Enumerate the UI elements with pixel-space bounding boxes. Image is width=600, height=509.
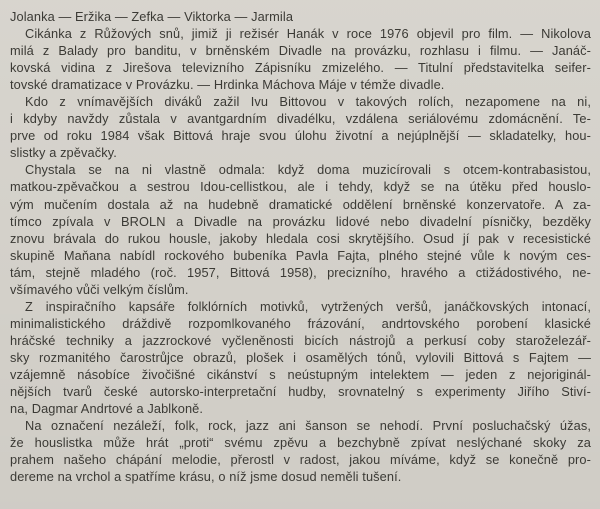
text-line: Chystala se na ni vlastně odmala: když doma muzicírovali s otcem-kontrabasistou,: [25, 162, 591, 178]
text-line: Jolanka — Eržika — Zefka — Viktorka — Jarmila: [10, 9, 294, 24]
text-line: slistky a zpěvačky.: [10, 145, 117, 161]
paragraph: [10, 417, 591, 485]
text-line: vým mučením dostala až na hudebně dramatické oddělení brněnské konzervatoře. A za-: [10, 196, 591, 212]
paragraph: [10, 93, 591, 161]
paragraph: [10, 8, 591, 25]
text-line: Na označení nezáleží, folk, rock, jazz ani šanson se nehodí. První posluchačský úžas,: [25, 418, 591, 434]
text-line: tímco zpívala v BROLN a Divadle na provázku lidové nebo divadelní písničky, bezděky: [10, 213, 591, 229]
text-line: všímavého vůči velkým číslům.: [10, 281, 189, 297]
paragraph: [10, 25, 591, 93]
text-line: tám, stejně mladého (roč. 1957, Bittová 1958), precizního, hravého a ctižádostivého, ne-: [10, 264, 591, 280]
text-line: hráčské techniky a jazzrockové vyčleněnosti bicích nástrojů a perkusí coby staroželezář-: [10, 332, 591, 348]
text-line: Cikánka z Růžových snů, jimiž ji režisér Hanák v roce 1976 objevil pro film. — Nikolova: [25, 26, 591, 42]
text-line: Kdo z vnímavějších diváků zažil Ivu Bittovou v takových rolích, nezapomene na ni,: [25, 94, 591, 110]
text-line: na, Dagmar Andrtové a Jablkoně.: [10, 401, 204, 417]
text-line: skupině Maňana nabídl rockového bubeníka Pavla Fajta, plného stejné vůle k novým ces-: [10, 247, 591, 263]
paragraph: [10, 298, 591, 417]
text-line: prahem našeho chápání melodie, přerostl v radost, jakou míváme, když se konečně pro-: [10, 452, 591, 468]
paragraph: [10, 161, 591, 297]
text-line: i kdyby navždy zůstala v avantgardním divadélku, vzdálena seriálovému zdomácnění. Te-: [10, 111, 591, 127]
article-text: [10, 8, 591, 485]
text-line: minimalistického dráždivě rozpomlkovaného frázování, andrtovského porobení klasické: [10, 315, 591, 331]
text-line: znovu brávala do rukou housle, jakoby hledala cosi skrytějšího. Osud jí pak v recesistické: [10, 230, 591, 246]
text-line: tovské dramatizace v Provázku. — Hrdinka Máchova Máje v témže divadle.: [10, 77, 445, 93]
text-line: matkou-zpěvačkou a sestrou Idou-cellistkou, ale i tehdy, když se na útěku před houslo-: [10, 179, 591, 195]
text-line: že houslistka může hrát „proti“ svému zpěvu a bezchybně zpívat neslýchané skoky za: [10, 435, 591, 451]
text-line: milá z Balady pro banditu, v brněnském Divadle na provázku, rozhlasu i filmu. — Janáč-: [10, 43, 591, 59]
text-line: Z inspiračního kapsáře folklórních motivků, vytržených veršů, janáčkovských intonací,: [25, 298, 591, 314]
text-line: prve od roku 1984 však Bittová hraje svou úlohu životní a nejúplnější — skladatelky, hou-: [10, 128, 591, 144]
text-line: kovská vidina z Jirešova televizního Zápisníku zmizelého. — Titulní představitelka seifer-: [10, 60, 591, 76]
text-line: nějších tvarů české autorsko-interpretační hudby, srovnatelný s experimenty Jiřího Stiví-: [10, 384, 591, 400]
text-line: vzájemně násobíce živočišné cikánství s neústupným intelektem — jeden z nejoriginál-: [10, 366, 591, 382]
text-line: dereme na vrchol a spatříme krásu, o níž jsme dosud neměli tušení.: [10, 469, 402, 485]
text-line: sky rozmanitého čarostrůjce obrazů, plošek i osamělých tónů, vylovili Bittová s Fajtem —: [10, 349, 591, 365]
